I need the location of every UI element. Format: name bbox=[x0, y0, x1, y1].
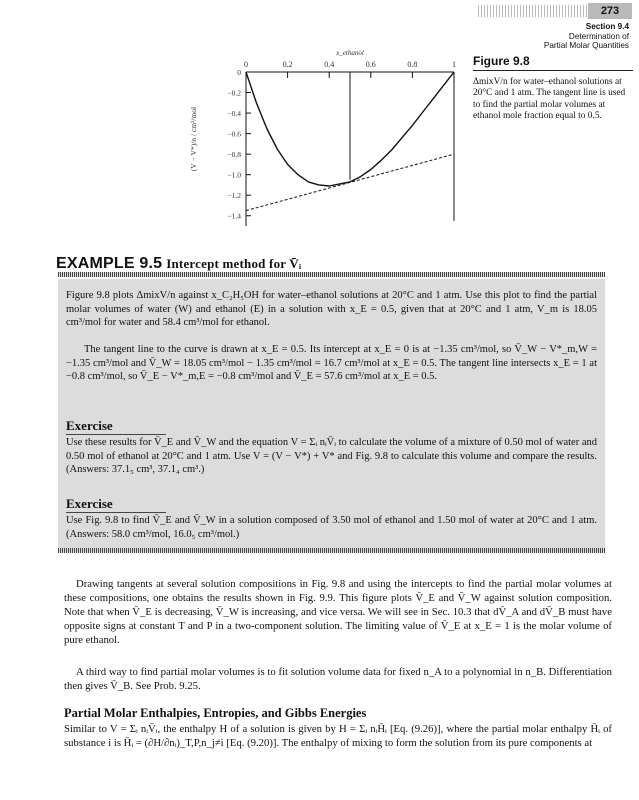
example-bottom-rule bbox=[58, 548, 605, 553]
x-tick-label: 0.2 bbox=[282, 60, 293, 69]
exercise-rule-2 bbox=[66, 512, 166, 513]
y-tick-label: −1.2 bbox=[227, 191, 241, 201]
exercise-rule-1 bbox=[66, 434, 166, 435]
x-tick-label: 0.6 bbox=[365, 60, 376, 69]
section-heading bbox=[544, 22, 629, 51]
body-paragraph-3: Similar to V = Σᵢ nᵢV̄ᵢ, the enthalpy H of a solution is given by H = Σᵢ nᵢH̄ᵢ [Eq. (9.26)], where the partial molar enthalpy H̄ᵢ of substance i is H̄ᵢ = (∂H/∂nᵢ)_T,P,n_j≠i [Eq. (9.20)]. The enthalpy of mixing to form the solution from its pure components at bbox=[64, 723, 612, 749]
body-paragraph-2: A third way to find partial molar volumes is to fit solution volume data for fixed n_A to a polynomial in n_B. Differentiation then gives V̄_B. See Prob. 9.25. bbox=[64, 666, 612, 692]
x-tick-label: 0.8 bbox=[407, 60, 418, 69]
header-stripes bbox=[478, 5, 588, 17]
section-subheading: Partial Molar Enthalpies, Entropies, and Gibbs Energies bbox=[64, 706, 367, 720]
y-tick-label: −1.4 bbox=[227, 211, 241, 221]
figure-label-rule bbox=[473, 70, 633, 71]
section-number: Section 9.4 bbox=[585, 22, 629, 31]
example-top-rule bbox=[58, 272, 605, 277]
y-axis-label: (V − V*)/n / cm³/mol bbox=[189, 106, 198, 172]
y-tick-label: −0.6 bbox=[227, 129, 241, 139]
page-number: 273 bbox=[588, 3, 632, 19]
x-tick-label: 0 bbox=[244, 60, 248, 69]
y-tick-label: −0.4 bbox=[227, 109, 241, 119]
x-axis-label: x_ethanol bbox=[336, 49, 364, 57]
exercise-label-2: Exercise bbox=[66, 496, 113, 511]
exercise-text-2: Use Fig. 9.8 to find V̄_E and V̄_W in a solution composed of 3.50 mol of ethanol and 1.50 mol of water at 20°C and 1 atm. (Answers: 58.0 cm³/mol, 16.0₅ cm³/mol.) bbox=[66, 515, 597, 540]
example-subtitle: Intercept method for V̄ᵢ bbox=[166, 256, 302, 271]
y-tick-label: 0 bbox=[237, 68, 241, 77]
page-header-bar bbox=[0, 3, 639, 19]
example-title: EXAMPLE 9.5 bbox=[56, 255, 163, 272]
exercise-label-1: Exercise bbox=[66, 418, 113, 433]
exercise-text-1: Use these results for V̄_E and V̄_W and the equation V = Σᵢ nᵢV̄ᵢ to calculate the volume of a mixture of 0.50 mol of water and 0.50 mol of ethanol at 20°C and 1 atm. Use V = (V − V*) + V* and Fig. 9.8 to calculate this volume and compare the results. (Answers: 37.1₅ cm³, 37.1₄ cm³.) bbox=[66, 437, 597, 475]
y-tick-label: −0.2 bbox=[227, 88, 241, 98]
figure-label: Figure 9.8 bbox=[473, 54, 530, 68]
x-tick-label: 0.4 bbox=[324, 60, 335, 69]
section-title-line-1: Determination of bbox=[568, 31, 629, 41]
figure-caption: ΔmixV/n for water–ethanol solutions at 20°C and 1 atm. The tangent line is used to find the partial molar volumes at ethanol mole fraction equal to 0.5. bbox=[473, 77, 626, 121]
example-paragraph-2: The tangent line to the curve is drawn at x_E = 0.5. Its intercept at x_E = 0 is at −1.35 cm³/mol, so V̄_W − V*_m,W = −1.35 cm³/mol and V̄_W = 18.05 cm³/mol − 1.35 cm³/mol = 16.7 cm³/mol at x_E = 0.5. The tangent line intersects x_E = 1 at −0.8 cm³/mol, so V̄_E − V*_m,E = −0.8 cm³/mol and V̄_E = 57.6 cm³/mol at x_E = 0.5. bbox=[66, 344, 597, 382]
section-title-line-2: Partial Molar Quantities bbox=[543, 41, 629, 50]
y-tick-label: −1.0 bbox=[227, 170, 241, 180]
example-paragraph-1: Figure 9.8 plots ΔmixV/n against x_C₂H₅OH for water–ethanol solutions at 20°C and 1 atm. Use this plot to find the partial molar volumes of water (W) and ethanol (E) in a solution with x_E = 0.5, given that at 20°C and 1 atm, V_m is 18.05 cm³/mol for water and 58.4 cm³/mol for ethanol. bbox=[66, 290, 597, 328]
figure-chart bbox=[170, 40, 470, 245]
example-heading bbox=[56, 255, 301, 273]
y-tick-label: −0.8 bbox=[227, 150, 241, 160]
body-paragraph-1: Drawing tangents at several solution compositions in Fig. 9.8 and using the intercepts to find the partial molar volumes at these compositions, one obtains the results shown in Fig. 9.9. This figure plots V̄_E and V̄_W against solution composition. Note that when V̄_E is decreasing, V̄_W is increasing, and vice versa. We will see in Sec. 10.3 that dV̄_A and dV̄_B must have opposite signs at constant T and P in a two-component solution. The limiting value of V̄_E at x_E = 1 is the molar volume of pure ethanol. bbox=[64, 578, 612, 646]
x-tick-label: 1 bbox=[452, 60, 456, 69]
